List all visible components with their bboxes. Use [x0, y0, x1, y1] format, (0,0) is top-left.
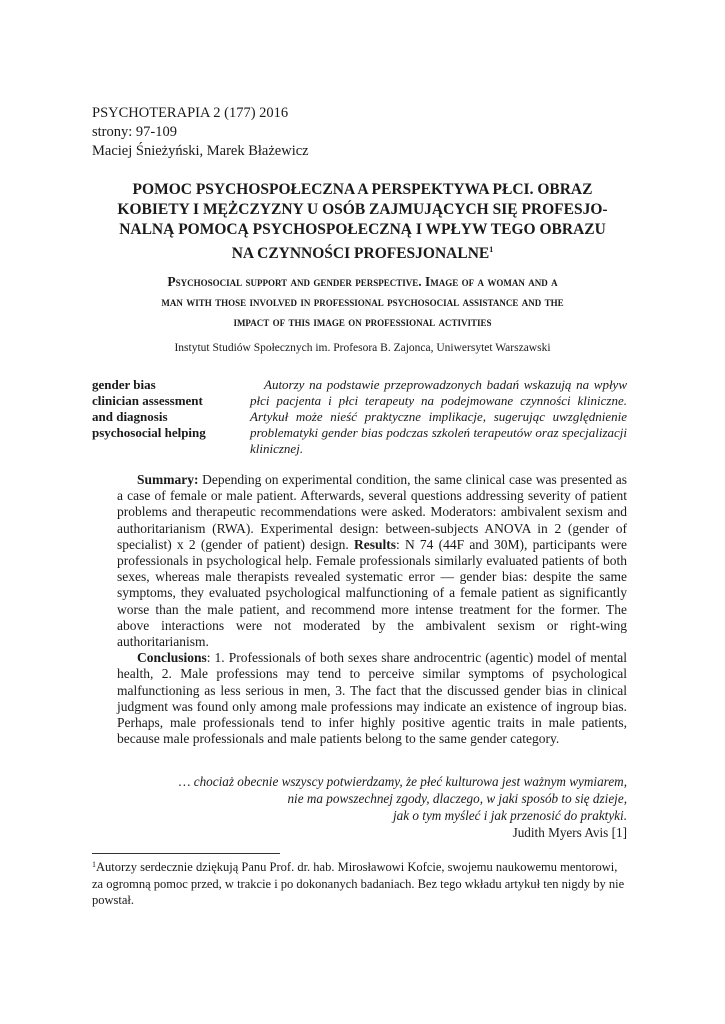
summary-text: Depending on experimental condition, the same clinical case was presented as a case of female or male patient. Afterwards, several questions addressing severity of patient problems and therapeutic recommendations were asked. Moderators: ambivalent sexism and authoritarianism (RWA). Experimental design: between-subjects ANOVA in 2 (gender of specialist) x 2 (gender of patient) design. [117, 472, 627, 552]
title-line: NALNĄ POMOCĄ PSYCHOSPOŁECZNĄ I WPŁYW TEGO OBRAZU [119, 221, 606, 238]
subtitle-line: Psychosocial support and gender perspective. Image of a woman and a [167, 274, 558, 289]
title-footnote-marker: 1 [489, 245, 494, 254]
epigraph-line: jak o tym myśleć i jak przenosić do praktyki. [392, 808, 627, 823]
page-range: strony: 97-109 [92, 124, 177, 140]
title-line: KOBIETY I MĘŻCZYZNY U OSÓB ZAJMUJĄCYCH SIĘ PROFESJO- [117, 201, 608, 218]
institution: Instytut Studiów Społecznych im. Profesora B. Zajonca, Uniwersytet Warszawski [174, 342, 551, 354]
subtitle-line: impact of this image on professional activities [233, 314, 492, 329]
footnote-marker: 1 [92, 860, 96, 869]
subtitle-line: man with those involved in professional psychosocial assistance and the [161, 294, 564, 309]
conclusions-paragraph [117, 650, 627, 747]
summary [117, 472, 627, 747]
conclusions-text: : 1. Professionals of both sexes share androcentric (agentic) model of mental health, 2. Male professions may tend to perceive similar symptoms of psychological malfunctioning as less serious in men, 3. The fact that the discussed gender bias in clinical judgment was found only among male professions may indicate an existence of ingroup bias. Perhaps, male professionals tend to infer highly positive agentic traits in male patients, because male professionals and male patients belong to the same gender category. [117, 650, 627, 747]
epigraph-line: nie ma powszechnej zgody, dlaczego, w jaki sposób to się dzieje, [287, 791, 627, 806]
title-line [70, 240, 655, 264]
footnote [92, 857, 627, 909]
keyword: and diagnosis [92, 409, 168, 424]
footnote-divider [92, 853, 280, 854]
keywords [92, 377, 206, 441]
results-text: : N 74 (44F and 30M), participants were professionals in psychological help. Female professionals similarly evaluated patients of both sexes, whereas male therapists revealed systematic error — gender bias: despite the same symptoms, they evaluated psychological malfunctioning of a female patient as significantly worse than the male patient, and recommend more intense treatment for the former. The above interactions were not moderated by the ambivalent sexism or right-wing authoritarianism. [117, 536, 627, 650]
article-meta [92, 104, 309, 161]
epigraph-line: … chociaż obecnie wszyscy potwierdzamy, że płeć kulturowa jest ważnym wymiarem, [178, 774, 627, 789]
title-line: POMOC PSYCHOSPOŁECZNA A PERSPEKTYWA PŁCI. OBRAZ [132, 181, 593, 198]
epigraph [150, 773, 627, 841]
article-title [70, 180, 655, 264]
footnote-text: Autorzy serdecznie dziękują Panu Prof. dr. hab. Mirosławowi Kofcie, swojemu naukowemu mentorowi, za ogromną pomoc przed, w trakcie i po dokonanych badaniach. Bez tego wkładu artykuł ten nigdy by nie powstał. [92, 860, 625, 907]
journal-info: PSYCHOTERAPIA 2 (177) 2016 [92, 105, 289, 121]
keyword: psychosocial helping [92, 425, 206, 440]
epigraph-attribution: Judith Myers Avis [1] [512, 825, 627, 840]
conclusions-label: Conclusions [137, 650, 207, 666]
results-label: Results [353, 536, 396, 552]
summary-paragraph [117, 472, 627, 650]
abstract-polish: Autorzy na podstawie przeprowadzonych badań wskazują na wpływ płci pacjenta i płci terapeuty na podejmowane czynności kliniczne. Artykuł może nieść praktyczne implikacje, sugerując uwzględnienie problematyki gender bias podczas szkoleń terapeutów oraz specjalizacji klinicznej. [250, 377, 627, 456]
keyword: clinician assessment [92, 393, 203, 408]
keyword: gender bias [92, 377, 156, 392]
title-line-text: NA CZYNNOŚCI PROFESJONALNE [231, 245, 490, 262]
authors: Maciej Śnieżyński, Marek Błażewicz [92, 143, 309, 159]
article-subtitle-en [90, 272, 635, 332]
summary-label: Summary: [137, 472, 199, 487]
